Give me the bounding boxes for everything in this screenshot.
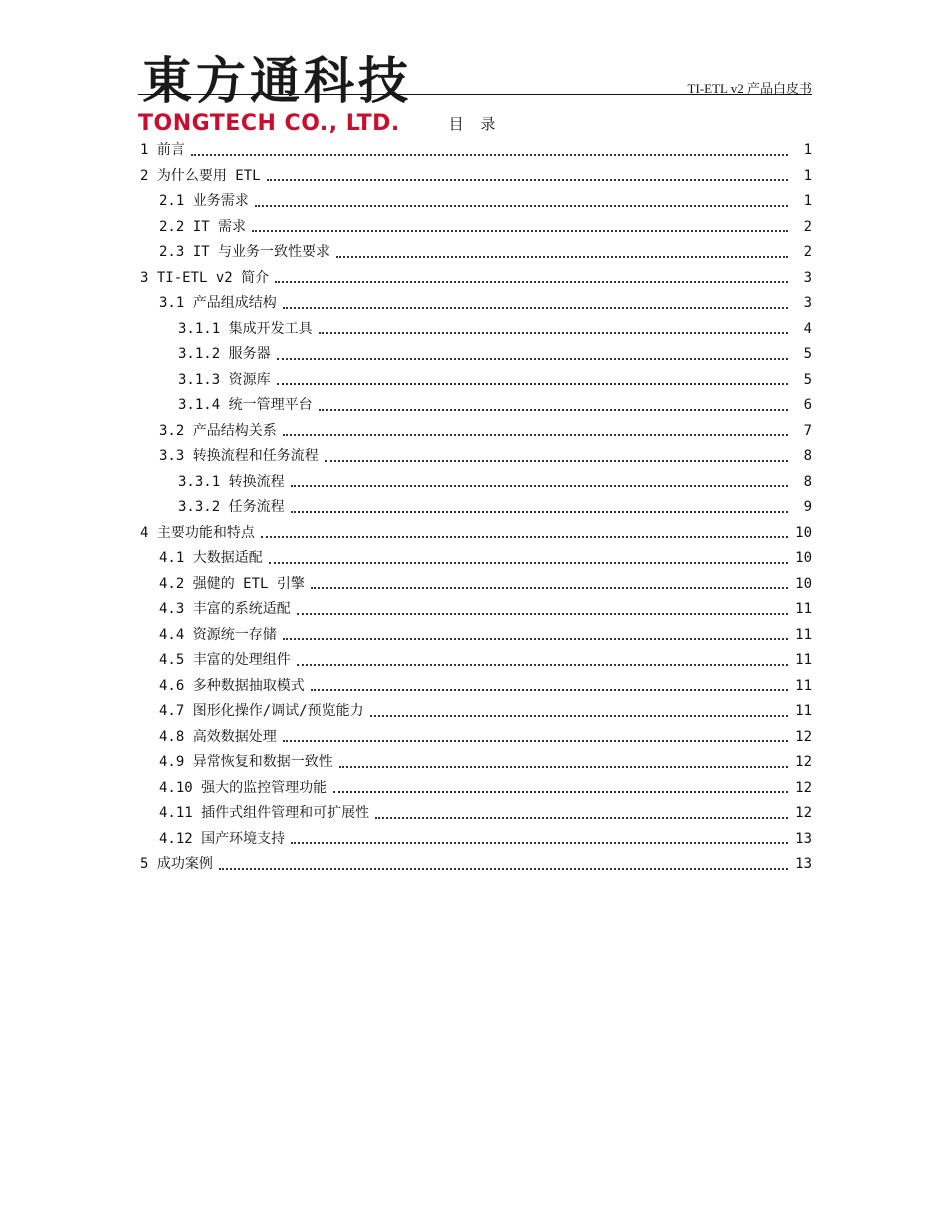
toc-entry-page: 1 bbox=[803, 167, 812, 184]
toc-entry-label: 4.3 丰富的系统适配 bbox=[159, 601, 291, 617]
toc-entry-page: 10 bbox=[795, 524, 812, 541]
toc-entry-page: 11 bbox=[795, 652, 812, 668]
toc-entry-label: 3.2 产品结构关系 bbox=[159, 422, 277, 439]
toc-leader-dots bbox=[297, 664, 788, 666]
toc-leader-dots bbox=[370, 715, 788, 717]
toc-leader-dots bbox=[277, 358, 788, 360]
toc-entry[interactable] bbox=[140, 368, 812, 394]
toc-entry-label: 2.2 IT 需求 bbox=[159, 218, 247, 235]
toc-leader-dots bbox=[336, 256, 788, 258]
toc-entry-page: 8 bbox=[803, 473, 812, 490]
toc-leader-dots bbox=[191, 154, 788, 156]
toc-entry[interactable] bbox=[140, 776, 812, 802]
toc-entry-label: 4.2 强健的 ETL 引擎 bbox=[159, 575, 305, 592]
toc-entry-page: 1 bbox=[803, 193, 812, 209]
toc-entry-page: 4 bbox=[803, 320, 812, 337]
toc-entry-label: 4.7 图形化操作/调试/预览能力 bbox=[159, 703, 364, 719]
toc-entry-label: 3.1 产品组成结构 bbox=[159, 295, 277, 311]
document-title: TI-ETL v2 产品白皮书 bbox=[687, 81, 812, 96]
toc-leader-dots bbox=[255, 205, 788, 207]
toc-leader-dots bbox=[283, 638, 788, 640]
toc-leader-dots bbox=[291, 842, 788, 844]
logo-chinese-text: 東方通科技 bbox=[142, 51, 412, 110]
toc-entry-page: 11 bbox=[795, 677, 812, 694]
toc-entry-page: 13 bbox=[795, 830, 812, 847]
toc-entry-label: 2.1 业务需求 bbox=[159, 193, 249, 209]
toc-entry[interactable] bbox=[140, 342, 812, 368]
toc-entry-label: 3.3.2 任务流程 bbox=[178, 499, 285, 515]
toc-leader-dots bbox=[219, 868, 788, 870]
toc-leader-dots bbox=[325, 460, 788, 462]
toc-entry-label: 4.9 异常恢复和数据一致性 bbox=[159, 754, 333, 770]
toc-leader-dots bbox=[283, 434, 788, 436]
toc-entry-label: 2.3 IT 与业务一致性要求 bbox=[159, 244, 331, 260]
toc-entry-page: 8 bbox=[803, 448, 812, 464]
toc-leader-dots bbox=[277, 383, 788, 385]
toc-entry[interactable] bbox=[140, 699, 812, 725]
toc-leader-dots bbox=[311, 689, 788, 691]
toc-entry-page: 12 bbox=[795, 754, 812, 770]
toc-leader-dots bbox=[283, 740, 788, 742]
toc-leader-dots bbox=[297, 613, 788, 615]
toc-entry-label: 3.1.1 集成开发工具 bbox=[178, 320, 313, 337]
toc-entry-page: 10 bbox=[795, 550, 812, 566]
toc-entry[interactable] bbox=[140, 852, 812, 878]
toc-leader-dots bbox=[375, 817, 788, 819]
toc-entry[interactable] bbox=[140, 317, 812, 343]
toc-entry-page: 12 bbox=[795, 779, 812, 796]
toc-entry[interactable] bbox=[140, 495, 812, 521]
toc-entry-label: 5 成功案例 bbox=[140, 856, 213, 872]
toc-entry-page: 10 bbox=[795, 575, 812, 592]
toc-entry-label: 4 主要功能和特点 bbox=[140, 524, 255, 541]
toc-entry[interactable] bbox=[140, 597, 812, 623]
toc-entry-page: 2 bbox=[803, 218, 812, 235]
toc-entry[interactable] bbox=[140, 801, 812, 827]
toc-entry-label: 3.1.2 服务器 bbox=[178, 346, 271, 362]
toc-entry[interactable] bbox=[140, 470, 812, 496]
toc-entry[interactable] bbox=[140, 215, 812, 241]
toc-entry-label: 3 TI-ETL v2 简介 bbox=[140, 269, 270, 286]
toc-leader-dots bbox=[275, 281, 788, 283]
toc-entry-page: 5 bbox=[803, 346, 812, 362]
toc-entry[interactable] bbox=[140, 393, 812, 419]
toc-entry[interactable] bbox=[140, 572, 812, 598]
toc-entry-label: 4.6 多种数据抽取模式 bbox=[159, 677, 305, 694]
toc-entry-label: 4.12 国产环境支持 bbox=[159, 830, 286, 847]
toc-entry[interactable] bbox=[140, 648, 812, 674]
toc-entry-page: 11 bbox=[795, 601, 812, 617]
toc-entry[interactable] bbox=[140, 546, 812, 572]
header-divider bbox=[138, 94, 812, 95]
toc-entry[interactable] bbox=[140, 725, 812, 751]
toc-entry[interactable] bbox=[140, 138, 812, 164]
toc-entry[interactable] bbox=[140, 623, 812, 649]
toc-entry-page: 11 bbox=[795, 626, 812, 643]
toc-entry-page: 9 bbox=[803, 499, 812, 515]
logo-english-text: TONGTECH CO., LTD. bbox=[138, 111, 400, 136]
toc-entry-label: 2 为什么要用 ETL bbox=[140, 167, 261, 184]
toc-entry[interactable] bbox=[140, 750, 812, 776]
toc-entry-label: 4.1 大数据适配 bbox=[159, 550, 263, 566]
toc-leader-dots bbox=[291, 485, 788, 487]
toc-entry-label: 3.1.4 统一管理平台 bbox=[178, 397, 313, 413]
toc-entry-label: 3.3.1 转换流程 bbox=[178, 473, 285, 490]
toc-entry-page: 6 bbox=[803, 397, 812, 413]
toc-entry[interactable] bbox=[140, 164, 812, 190]
toc-leader-dots bbox=[269, 562, 788, 564]
toc-entry-page: 1 bbox=[803, 142, 812, 158]
toc-entry-label: 4.11 插件式组件管理和可扩展性 bbox=[159, 805, 370, 821]
toc-entry-label: 3.1.3 资源库 bbox=[178, 371, 271, 388]
toc-leader-dots bbox=[311, 587, 788, 589]
toc-entry-page: 2 bbox=[803, 244, 812, 260]
table-of-contents bbox=[140, 138, 812, 878]
toc-entry-page: 13 bbox=[795, 856, 812, 872]
toc-entry[interactable] bbox=[140, 444, 812, 470]
toc-entry-label: 1 前言 bbox=[140, 142, 185, 158]
toc-leader-dots bbox=[261, 536, 788, 538]
toc-leader-dots bbox=[252, 230, 788, 232]
toc-entry-page: 7 bbox=[803, 422, 812, 439]
toc-entry-page: 11 bbox=[795, 703, 812, 719]
toc-entry[interactable] bbox=[140, 266, 812, 292]
toc-entry-page: 12 bbox=[795, 728, 812, 745]
toc-entry[interactable] bbox=[140, 521, 812, 547]
toc-entry-page: 5 bbox=[803, 371, 812, 388]
toc-entry-page: 3 bbox=[803, 269, 812, 286]
toc-entry-page: 12 bbox=[795, 805, 812, 821]
toc-leader-dots bbox=[291, 511, 788, 513]
toc-entry-label: 4.5 丰富的处理组件 bbox=[159, 652, 291, 668]
toc-heading: 目 录 bbox=[448, 115, 502, 133]
toc-entry[interactable] bbox=[140, 291, 812, 317]
toc-entry[interactable] bbox=[140, 189, 812, 215]
toc-leader-dots bbox=[333, 791, 788, 793]
toc-entry-page: 3 bbox=[803, 295, 812, 311]
toc-entry-label: 4.10 强大的监控管理功能 bbox=[159, 779, 328, 796]
toc-entry-label: 4.8 高效数据处理 bbox=[159, 728, 277, 745]
toc-entry-label: 3.3 转换流程和任务流程 bbox=[159, 448, 319, 464]
toc-entry-label: 4.4 资源统一存储 bbox=[159, 626, 277, 643]
toc-entry[interactable] bbox=[140, 240, 812, 266]
toc-leader-dots bbox=[319, 409, 788, 411]
toc-entry[interactable] bbox=[140, 827, 812, 853]
toc-leader-dots bbox=[339, 766, 788, 768]
toc-entry[interactable] bbox=[140, 674, 812, 700]
toc-entry[interactable] bbox=[140, 419, 812, 445]
toc-leader-dots bbox=[283, 307, 788, 309]
toc-leader-dots bbox=[267, 179, 788, 181]
toc-leader-dots bbox=[319, 332, 788, 334]
